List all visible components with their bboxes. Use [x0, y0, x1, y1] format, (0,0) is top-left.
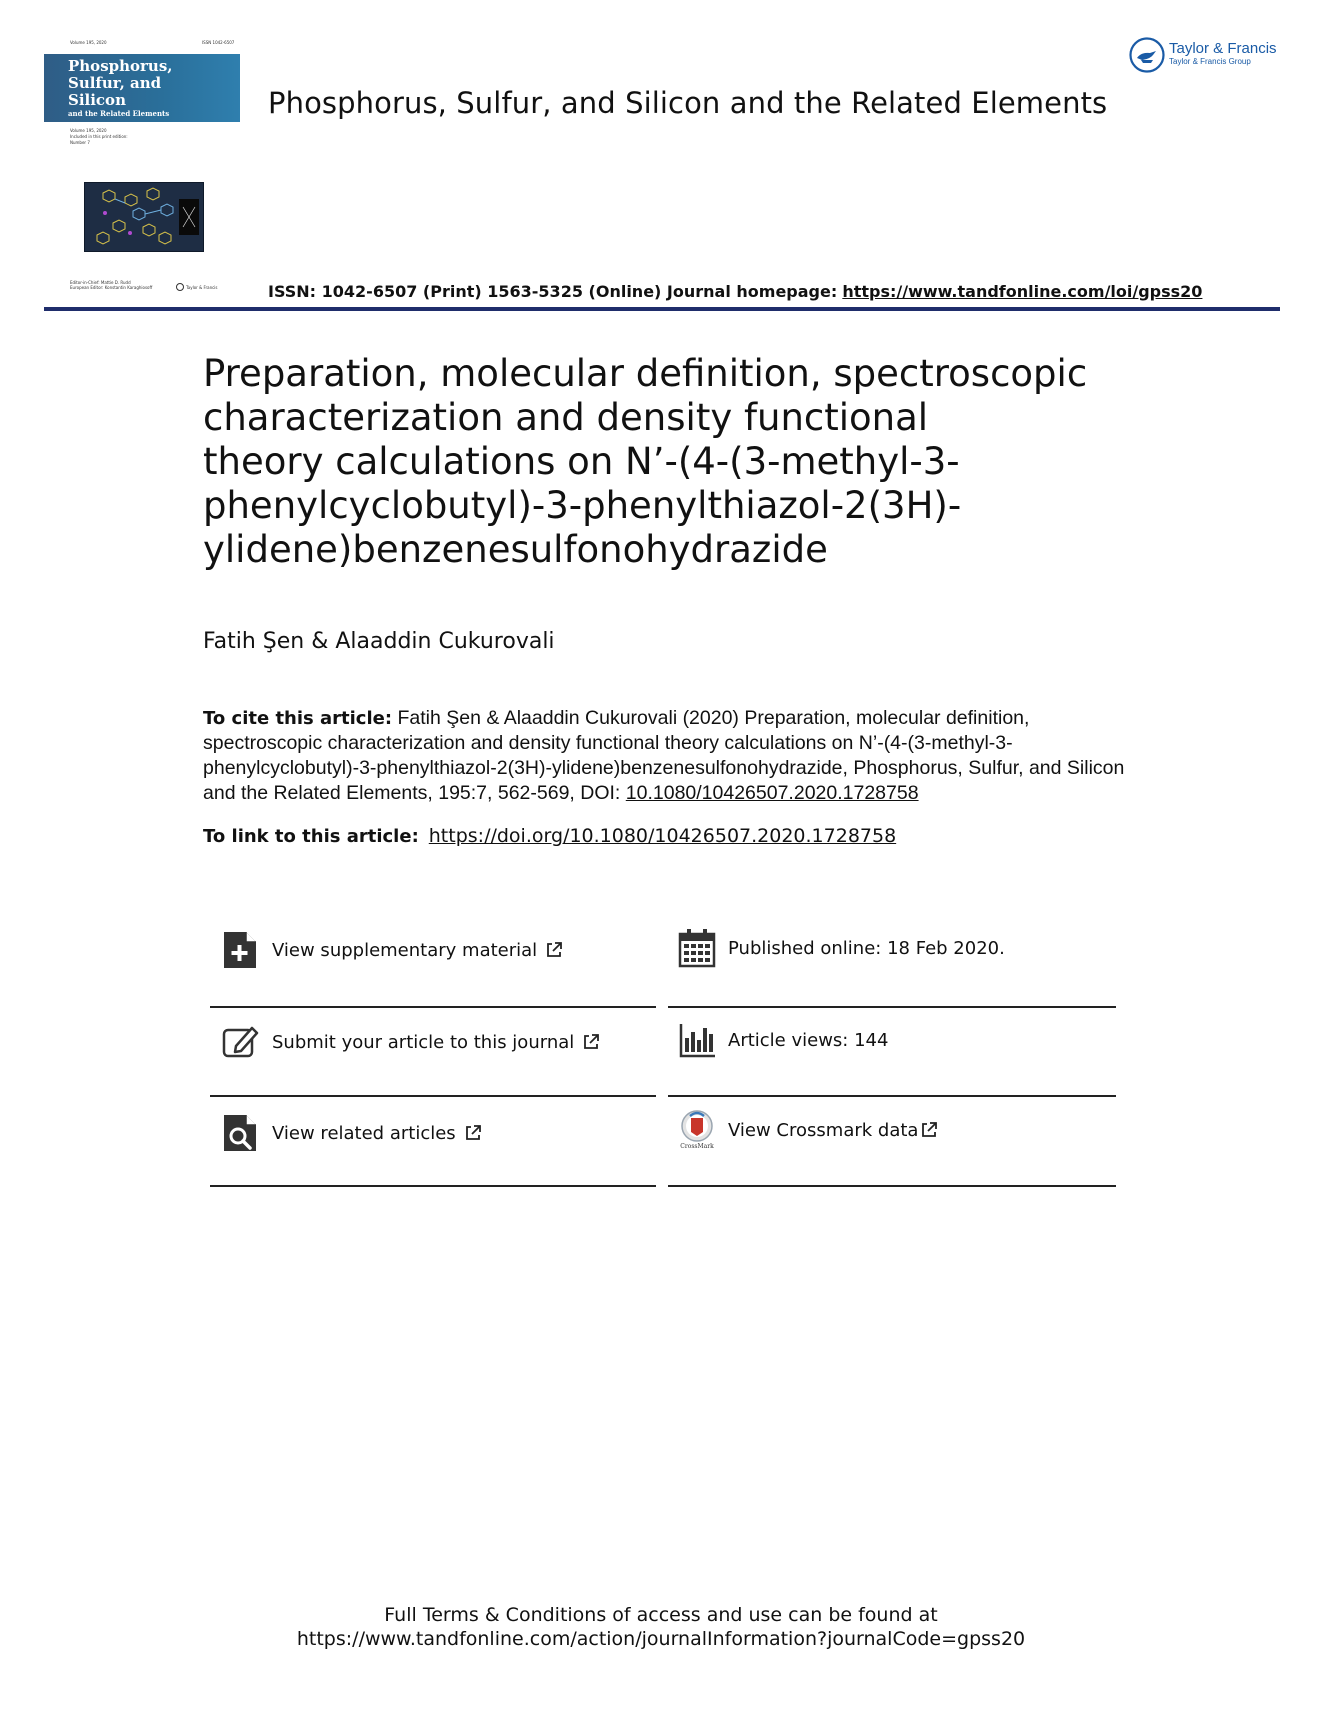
article-title [203, 352, 1103, 572]
article-doi-link[interactable]: https://doi.org/10.1080/10426507.2020.1728758 [428, 825, 897, 847]
article-views-label: Article views: 144 [728, 1029, 889, 1051]
cover-publisher-name: Taylor & Francis [186, 284, 218, 290]
citation-text: Fatih Şen & Alaaddin Cukurovali (2020) Preparation, molecular definition, spectroscopic characterization and density functional theory calculations on N’-(4-(3-methyl-3-phenylcyclobutyl)-3-phenylthiazol-2(3H)-ylidene)benzenesulfonohydrazide, Phosphorus, Sulfur, and Silicon and the Related Elements, 195:7, 562-569, DOI: [203, 707, 1125, 804]
taylor-francis-logo[interactable] [1128, 36, 1288, 76]
terms-url-link[interactable]: https://www.tandfonline.com/action/journalInformation?journalCode=gpss20 [296, 1628, 1026, 1650]
issn-line [268, 282, 1202, 301]
cover-editors [70, 280, 180, 290]
link-label: To link to this article: [203, 826, 419, 847]
journal-homepage-link[interactable]: https://www.tandfonline.com/loi/gpss20 [842, 282, 1203, 301]
article-title-line: phenylcyclobutyl)-3-phenylthiazol-2(3H)- [203, 484, 962, 527]
publisher-mini-icon [176, 283, 184, 291]
bar-chart-icon [678, 1020, 716, 1060]
article-title-line: Preparation, molecular definition, spectroscopic [203, 352, 1088, 395]
external-link-icon [545, 941, 563, 959]
info-divider [210, 1006, 656, 1008]
cover-publisher-logo [176, 283, 218, 291]
related-articles-label: View related articles [272, 1122, 456, 1144]
related-articles-link[interactable] [222, 1113, 482, 1153]
cover-editor-line: European Editor: Konstantin Karaghiosoff [70, 285, 153, 290]
submit-article-label: Submit your article to this journal [272, 1031, 575, 1053]
cover-editor-line: Editor-in-Chief: Mattie D. Rudd [70, 280, 131, 285]
info-divider [668, 1095, 1116, 1097]
cover-issn-top: ISSN 1042-6507 [202, 40, 235, 45]
crossmark-label: View Crossmark data [728, 1119, 919, 1141]
cover-title-band [44, 54, 240, 122]
edit-pencil-icon [222, 1022, 260, 1062]
external-link-icon [920, 1121, 938, 1139]
publisher-group: Taylor & Francis Group [1169, 57, 1251, 66]
supplementary-label: View supplementary material [272, 939, 538, 961]
journal-cover [44, 40, 240, 290]
cover-top-meta [70, 40, 240, 50]
citation-block [203, 706, 1143, 806]
document-search-icon [222, 1113, 260, 1153]
cover-volume-top: Volume 195, 2020 [70, 40, 107, 45]
crossmark-badge [678, 1110, 716, 1150]
info-divider [210, 1185, 656, 1187]
terms-line: Full Terms & Conditions of access and use can be found at [384, 1604, 938, 1626]
info-divider [210, 1095, 656, 1097]
published-online-label: Published online: 18 Feb 2020. [728, 937, 1005, 959]
calendar-icon [678, 928, 716, 968]
info-divider [668, 1006, 1116, 1008]
supplementary-material-link[interactable] [222, 930, 563, 970]
citation-label: To cite this article: [203, 708, 393, 729]
issn-label: ISSN: 1042-6507 (Print) 1563-5325 (Online) Journal homepage: [268, 282, 838, 301]
article-views-info [678, 1020, 888, 1060]
publisher-name: Taylor & Francis [1169, 40, 1277, 57]
external-link-icon [582, 1033, 600, 1051]
crossmark-badge-label: CrossMark [680, 1143, 714, 1150]
cover-meta-line: Included in this print edition: [70, 134, 128, 139]
external-link-icon [464, 1124, 482, 1142]
publisher-text [1169, 41, 1277, 66]
article-title-line: characterization and density functional [203, 396, 929, 439]
header-divider [44, 307, 1280, 311]
article-authors: Fatih Şen & Alaaddin Cukurovali [203, 629, 555, 654]
article-title-line: ylidene)benzenesulfonohydrazide [203, 528, 828, 571]
cover-title-line: Sulfur, and [68, 74, 162, 92]
info-divider [668, 1185, 1116, 1187]
cover-meta-line: Volume 195, 2020 [70, 128, 107, 133]
citation-doi-link[interactable]: 10.1080/10426507.2020.1728758 [625, 782, 919, 804]
document-plus-icon [222, 930, 260, 970]
article-link-line [203, 825, 896, 847]
published-online-info [678, 928, 1005, 968]
submit-article-link[interactable] [222, 1022, 600, 1062]
journal-title: Phosphorus, Sulfur, and Silicon and the Related Elements [268, 86, 1108, 120]
cover-subtitle: and the Related Elements [68, 109, 170, 118]
cover-title-line: Silicon [68, 91, 126, 109]
crossmark-link[interactable] [678, 1110, 938, 1150]
molecule-illustration-icon [85, 183, 204, 252]
terms-footer [0, 1603, 1322, 1651]
taylor-francis-lamp-icon [1128, 36, 1166, 74]
cover-molecule-image [84, 182, 204, 252]
cover-title-line: Phosphorus, [68, 57, 173, 75]
cover-meta [70, 128, 180, 146]
cover-meta-line: Number 7 [70, 140, 90, 145]
article-title-line: theory calculations on N’-(4-(3-methyl-3- [203, 440, 960, 483]
